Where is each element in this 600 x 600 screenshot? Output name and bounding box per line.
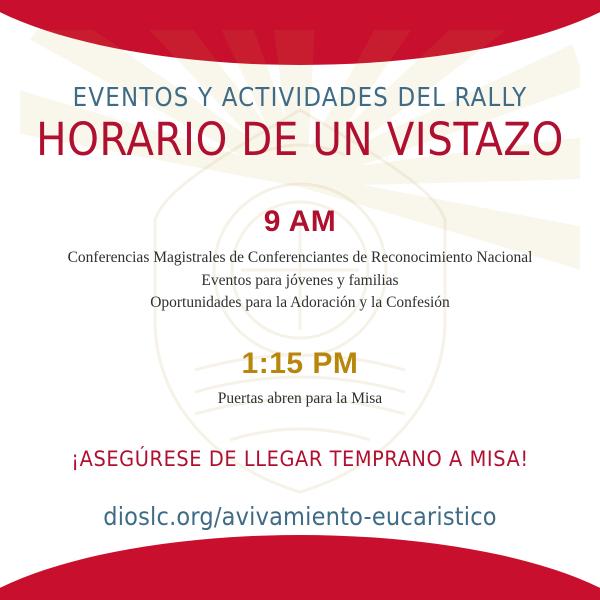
bottom-red-band [0, 535, 600, 600]
call-to-action-text: ¡ASEGÚRESE DE LLEGAR TEMPRANO A MISA! [71, 447, 529, 473]
schedule-time-1: 9 AM [263, 205, 337, 239]
schedule-details-1 [0, 247, 600, 314]
website-link[interactable]: dioslc.org/avivamiento-eucaristico [103, 502, 497, 532]
schedule-detail-line: Conferencias Magistrales de Conferenciantes de Reconocimiento Nacional [67, 249, 533, 267]
schedule-detail-line: Oportunidades para la Adoración y la Confesión [150, 294, 450, 312]
schedule-time-2: 1:15 PM [241, 346, 359, 380]
schedule-details-2: Puertas abren para la Misa [217, 389, 383, 407]
poster-headline: HORARIO DE UN VISTAZO [36, 113, 564, 167]
schedule-detail-line: Eventos para jóvenes y familias [201, 271, 399, 289]
poster-eyebrow: EVENTOS Y ACTIVIDADES DEL RALLY [72, 83, 528, 113]
